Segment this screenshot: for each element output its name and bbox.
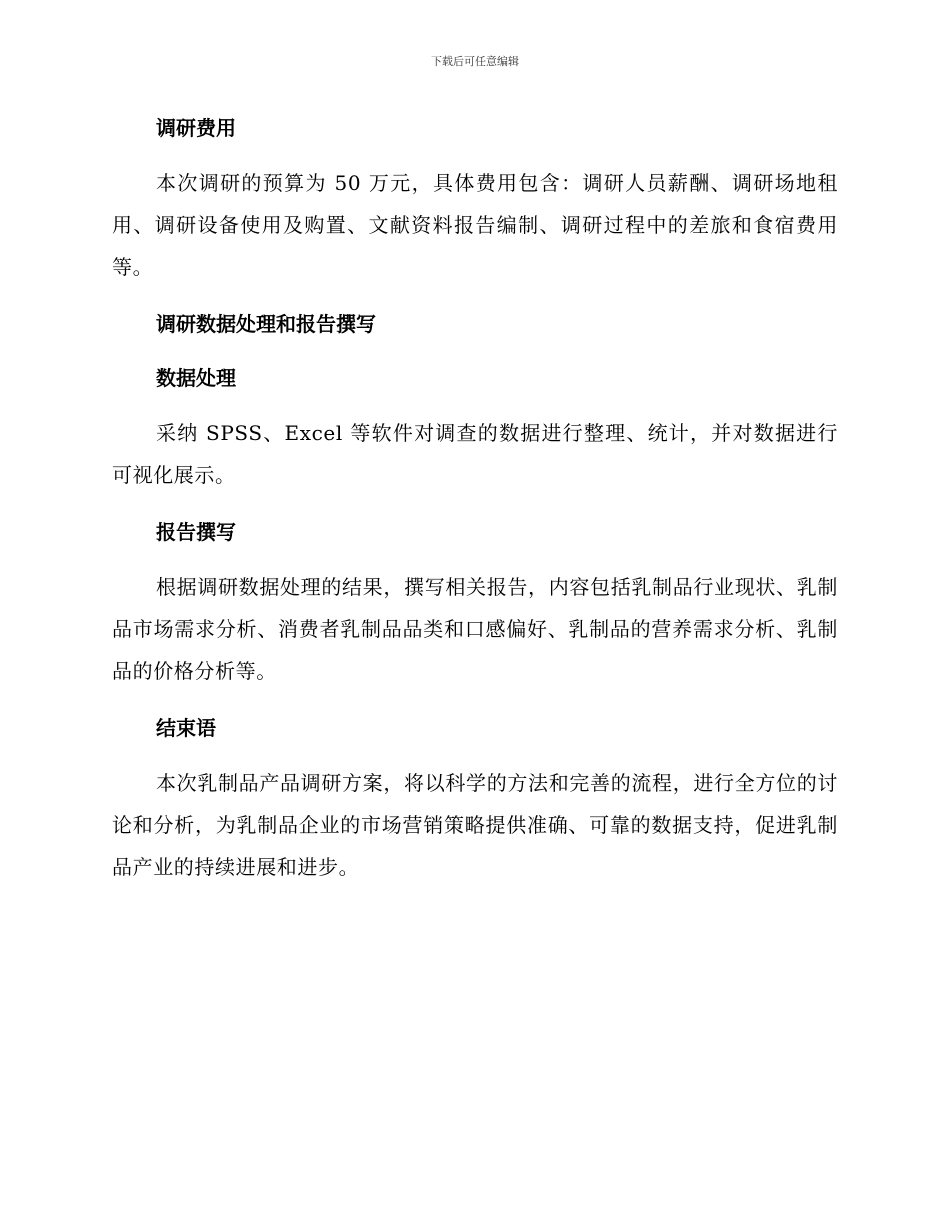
section-heading-report-writing: 报告撰写 <box>156 520 236 544</box>
section-heading-data-report: 调研数据处理和报告撰写 <box>156 312 376 336</box>
paragraph-conclusion: 本次乳制品产品调研方案，将以科学的方法和完善的流程，进行全方位的讨论和分析，为乳制品企业的市场营销策略提供准确、可靠的数据支持，促进乳制品产业的持续进展和进步。 <box>112 771 838 879</box>
section-heading-cost: 调研费用 <box>156 116 236 140</box>
section-heading-conclusion: 结束语 <box>156 716 216 740</box>
paragraph-data-processing: 采纳 SPSS、Excel 等软件对调查的数据进行整理、统计，并对数据进行可视化展示。 <box>112 421 838 487</box>
paragraph-report-writing: 根据调研数据处理的结果，撰写相关报告，内容包括乳制品行业现状、乳制品市场需求分析、消费者乳制品品类和口感偏好、乳制品的营养需求分析、乳制品的价格分析等。 <box>112 575 838 683</box>
paragraph-cost: 本次调研的预算为 50 万元，具体费用包含：调研人员薪酬、调研场地租用、调研设备使用及购置、文献资料报告编制、调研过程中的差旅和食宿费用等。 <box>112 171 838 279</box>
page-header: 下载后可任意编辑 <box>431 55 519 68</box>
section-heading-data-processing: 数据处理 <box>156 366 236 390</box>
document-body <box>112 108 838 888</box>
